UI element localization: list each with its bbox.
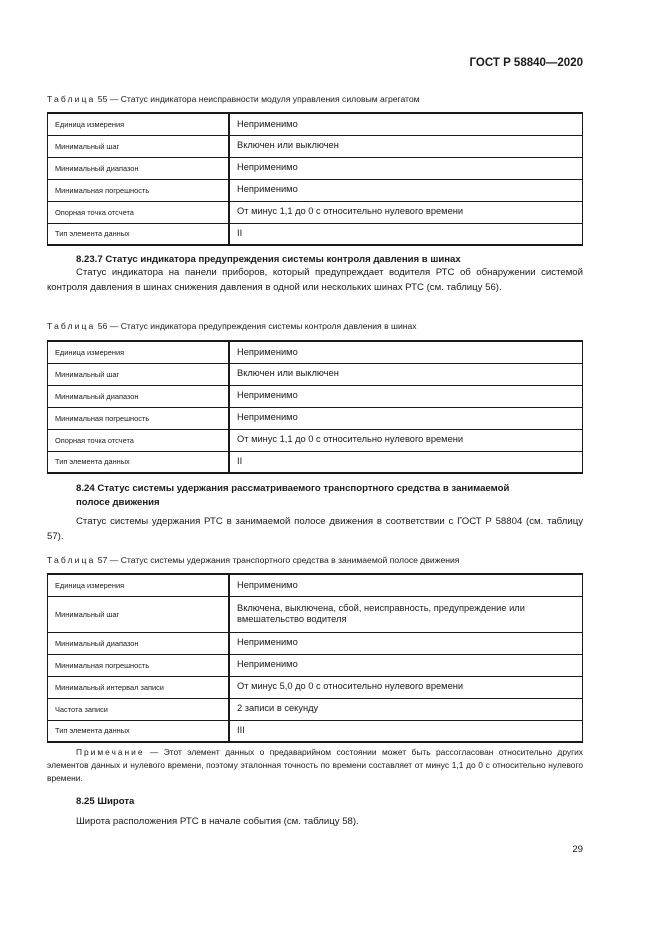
table-57-caption xyxy=(47,555,459,565)
table-row xyxy=(48,632,583,654)
row-value: Неприменимо xyxy=(229,654,583,676)
table-row xyxy=(48,223,583,245)
paragraph xyxy=(47,814,583,829)
table-row xyxy=(48,113,583,135)
table-row xyxy=(48,135,583,157)
table-56-caption xyxy=(47,321,417,331)
row-key: Единица измерения xyxy=(48,574,230,596)
row-key: Единица измерения xyxy=(48,113,230,135)
row-key: Минимальная погрешность xyxy=(48,654,230,676)
row-value: II xyxy=(229,451,583,473)
row-key: Тип элемента данных xyxy=(48,451,230,473)
table-row xyxy=(48,341,583,363)
row-value: Неприменимо xyxy=(229,113,583,135)
row-key: Минимальный диапазон xyxy=(48,385,230,407)
note-label: Примечание xyxy=(76,747,145,757)
row-key: Тип элемента данных xyxy=(48,720,230,742)
section-heading-line1: 8.24 Статус системы удержания рассматриваемого транспортного средства в занимаемой xyxy=(76,483,510,494)
caption-prefix: Таблица xyxy=(47,321,96,331)
table-row xyxy=(48,157,583,179)
row-value: Неприменимо xyxy=(229,385,583,407)
table-row xyxy=(48,654,583,676)
row-key: Минимальный интервал записи xyxy=(48,676,230,698)
row-key: Минимальный диапазон xyxy=(48,157,230,179)
page-number: 29 xyxy=(572,844,583,855)
table-row xyxy=(48,407,583,429)
row-value: От минус 5,0 до 0 с относительно нулевого времени xyxy=(229,676,583,698)
row-key: Минимальный шаг xyxy=(48,363,230,385)
note-text: — Этот элемент данных о предаварийном состоянии может быть рассогласован относительно других элементов данных и нулевого времени, поэтому эталонная точность по времени составляет от минус 1,1 до 0 с относительно нулевого времени. xyxy=(47,747,583,783)
row-value: Включена, выключена, сбой, неисправность, предупреждение или вмешательство водителя xyxy=(229,596,583,632)
caption-prefix: Таблица xyxy=(47,555,96,565)
row-key: Минимальная погрешность xyxy=(48,407,230,429)
table-row xyxy=(48,429,583,451)
caption-text: 56 — Статус индикатора предупреждения системы контроля давления в шинах xyxy=(97,321,417,331)
row-key: Тип элемента данных xyxy=(48,223,230,245)
section-heading: 8.23.7 Статус индикатора предупреждения системы контроля давления в шинах xyxy=(76,254,461,265)
row-key: Опорная точка отсчета xyxy=(48,429,230,451)
table-row xyxy=(48,201,583,223)
table-row xyxy=(48,676,583,698)
caption-text: 55 — Статус индикатора неисправности модуля управления силовым агрегатом xyxy=(97,94,420,104)
paragraph-text: Широта расположения РТС в начале события (см. таблицу 58). xyxy=(76,816,359,827)
paragraph xyxy=(47,514,583,544)
table-row xyxy=(48,596,583,632)
row-value: Неприменимо xyxy=(229,157,583,179)
row-key: Минимальный диапазон xyxy=(48,632,230,654)
row-value: Неприменимо xyxy=(229,341,583,363)
row-key: Минимальная погрешность xyxy=(48,179,230,201)
table-row xyxy=(48,363,583,385)
row-value: Включен или выключен xyxy=(229,135,583,157)
table-57 xyxy=(47,573,583,743)
document-id: ГОСТ Р 58840—2020 xyxy=(469,57,583,69)
row-key: Единица измерения xyxy=(48,341,230,363)
caption-text: 57 — Статус системы удержания транспортного средства в занимаемой полосе движения xyxy=(97,555,460,565)
table-row xyxy=(48,179,583,201)
table-55-caption xyxy=(47,94,420,104)
row-value: II xyxy=(229,223,583,245)
row-value: 2 записи в секунду xyxy=(229,698,583,720)
table-row xyxy=(48,574,583,596)
table-row xyxy=(48,451,583,473)
row-key: Опорная точка отсчета xyxy=(48,201,230,223)
table-note xyxy=(47,746,583,785)
table-55 xyxy=(47,112,583,246)
row-value: Неприменимо xyxy=(229,632,583,654)
table-row xyxy=(48,385,583,407)
table-row xyxy=(48,698,583,720)
table-56 xyxy=(47,340,583,474)
paragraph xyxy=(47,265,583,295)
row-value: От минус 1,1 до 0 с относительно нулевого времени xyxy=(229,429,583,451)
section-heading-line2: полосе движения xyxy=(76,497,160,508)
paragraph-text: Статус индикатора на панели приборов, который предупреждает водителя РТС об обнаружении системой контроля давления в шинах снижения давления в одной или нескольких шинах РТС (см. таблицу 56). xyxy=(47,267,583,293)
row-key: Минимальный шаг xyxy=(48,596,230,632)
row-value: III xyxy=(229,720,583,742)
paragraph-text: Статус системы удержания РТС в занимаемой полосе движения в соответствии с ГОСТ Р 58804 (см. таблицу 57). xyxy=(47,516,583,542)
row-value: От минус 1,1 до 0 с относительно нулевого времени xyxy=(229,201,583,223)
row-value: Включен или выключен xyxy=(229,363,583,385)
row-value: Неприменимо xyxy=(229,574,583,596)
row-value: Неприменимо xyxy=(229,407,583,429)
section-heading: 8.25 Широта xyxy=(76,796,135,807)
table-row xyxy=(48,720,583,742)
row-key: Частота записи xyxy=(48,698,230,720)
row-key: Минимальный шаг xyxy=(48,135,230,157)
row-value: Неприменимо xyxy=(229,179,583,201)
caption-prefix: Таблица xyxy=(47,94,96,104)
